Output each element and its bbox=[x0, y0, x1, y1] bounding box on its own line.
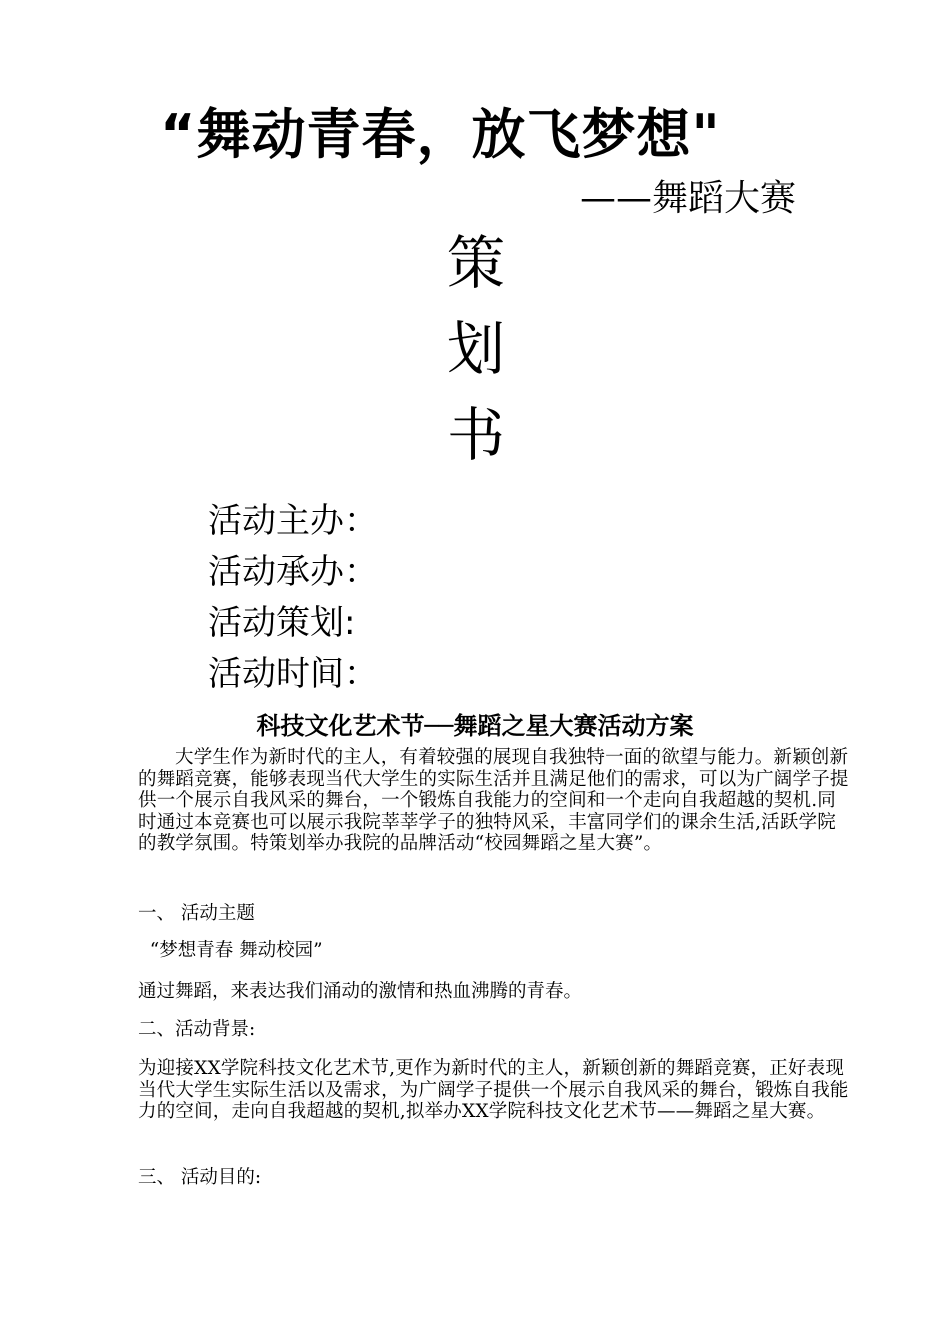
section-1-text: 通过舞蹈，来表达我们涌动的激情和热血沸腾的青春。 bbox=[138, 981, 583, 1002]
cover-sub-title: ——舞蹈大赛 bbox=[580, 178, 797, 219]
info-undertaker: 活动承办： bbox=[208, 552, 378, 592]
info-organizer: 活动主办： bbox=[208, 501, 378, 541]
section-1-theme: “梦想青春 舞动校园” bbox=[138, 940, 323, 961]
cover-main-title: “舞动青春，放飞梦想" bbox=[160, 103, 721, 166]
info-planner: 活动策划: bbox=[208, 603, 356, 643]
cover-info-list bbox=[208, 496, 378, 700]
vertical-title-char: 划 bbox=[446, 315, 505, 383]
section-3-heading: 三、 活动目的: bbox=[138, 1167, 262, 1188]
vertical-title-char: 策 bbox=[446, 229, 505, 297]
section-2-heading: 二、活动背景: bbox=[138, 1019, 256, 1040]
section-1-heading: 一、 活动主题 bbox=[138, 903, 255, 924]
plan-heading: 科技文化艺术节──舞蹈之星大赛活动方案 bbox=[256, 712, 694, 740]
info-time: 活动时间： bbox=[208, 654, 378, 694]
section-2-text: 为迎接XX学院科技文化艺术节,更作为新时代的主人，新颖创新的舞蹈竞赛，正好表现当代大学生实际生活以及需求，为广阔学子提供一个展示自我风采的舞台，锻炼自我能力的空间，走向自我超越的契机,拟举办XX学院科技文化艺术节——舞蹈之星大赛。 bbox=[138, 1058, 849, 1122]
cover-vertical-title bbox=[444, 220, 508, 478]
intro-paragraph: 大学生作为新时代的主人，有着较强的展现自我独特一面的欲望与能力。新颖创新的舞蹈竞赛，能够表现当代大学生的实际生活并且满足他们的需求，可以为广阔学子提供一个展示自我风采的舞台，一个锻炼自我能力的空间和一个走向自我超越的契机.同时通过本竞赛也可以展示我院莘莘学子的独特风采，丰富同学们的课余生活,活跃学院的教学氛围。特策划举办我院的品牌活动“校园舞蹈之星大赛”。 bbox=[138, 747, 849, 854]
vertical-title-char: 书 bbox=[446, 401, 505, 469]
